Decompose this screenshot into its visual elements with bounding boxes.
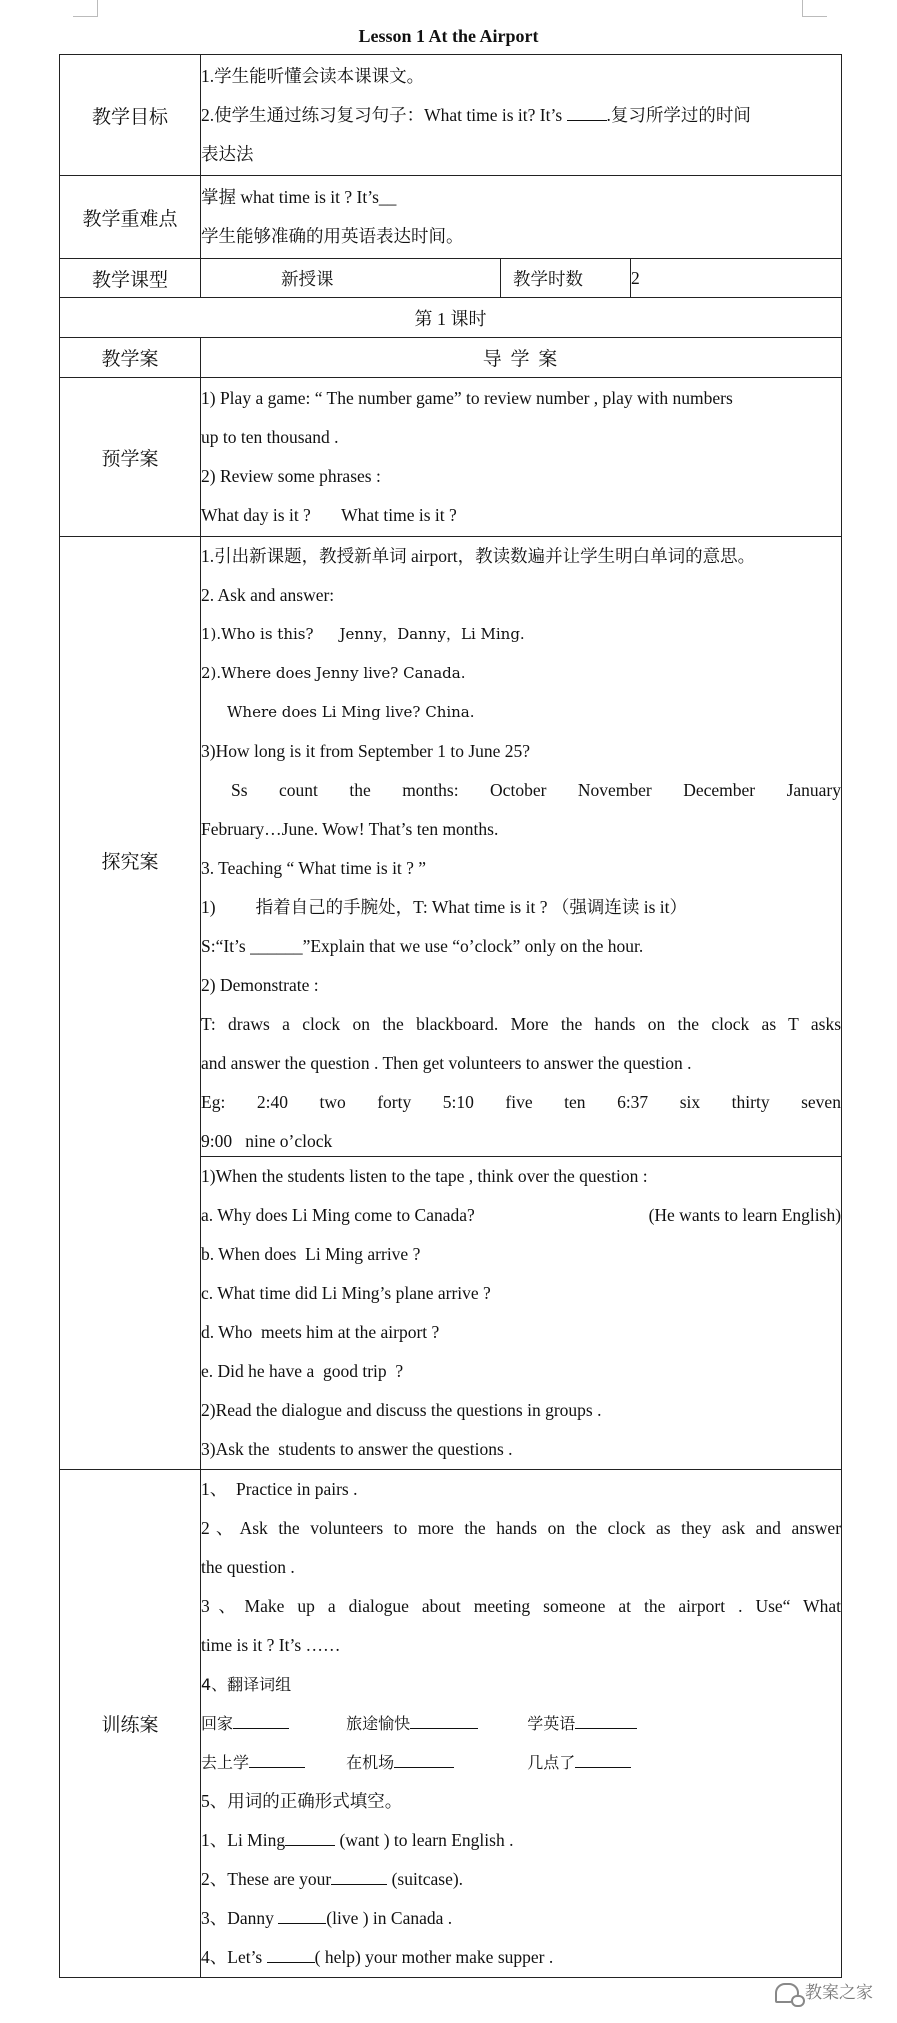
explore-a-who: Jenny，Danny，Li Ming. <box>339 625 525 643</box>
objective-line-2-tail: .复习所学过的时间 <box>606 104 751 125</box>
practice-line-5: time is it ? It’s …… <box>201 1635 341 1655</box>
question-c: c. What time did Li Ming’s plane arrive ? <box>201 1283 491 1303</box>
explore-line-15 <box>201 1083 841 1122</box>
phrase-go-home <box>201 1704 341 1743</box>
fill-text: ( help) your mother make supper . <box>314 1947 554 1967</box>
explore-line-12: 2) Demonstrate : <box>201 975 319 995</box>
lesson-title: Lesson 1 At the Airport <box>358 26 539 46</box>
practice-label: 训练案 <box>60 1470 201 1978</box>
phrase-nice-trip <box>346 1704 522 1743</box>
listening-question-intro: 1)When the students listen to the tape , think over the question : <box>201 1166 648 1186</box>
phrase-what-time <box>527 1743 631 1782</box>
explore-line-14: and answer the question . Then get volunteers to answer the question . <box>201 1053 692 1073</box>
practice-content <box>201 1470 842 1978</box>
word: seven <box>801 1092 841 1112</box>
lesson-type-label: 教学课型 <box>60 259 201 298</box>
explore-line-4: 2).Where does Jenny live? Canada. <box>201 664 466 682</box>
explore-line-3 <box>201 615 841 654</box>
objective-line-2-text: 2.使学生通过练习复习句子：What time is it? It’s <box>201 104 563 125</box>
word: 2:40 <box>256 1092 288 1112</box>
preview-content <box>201 378 842 537</box>
explore-line-13: T: draws a clock on the blackboard. More the hands on the clock as T asks <box>201 1014 842 1034</box>
preview-label: 预学案 <box>60 378 201 537</box>
phrase-text: 去上学 <box>201 1753 250 1772</box>
answer-blank[interactable] <box>575 1706 637 1729</box>
session-row <box>60 298 842 338</box>
explore-content-part-2 <box>201 1157 842 1470</box>
fill-text: (suitcase). <box>387 1869 464 1889</box>
group-discussion-line: 2)Read the dialogue and discuss the questions in groups . <box>201 1400 602 1420</box>
objectives-content <box>201 55 842 176</box>
objective-line-2 <box>201 96 841 135</box>
plan-header-row <box>60 338 842 378</box>
question-a-text: a. Why does Li Ming come to Canada? <box>201 1205 475 1225</box>
fill-text: 4、Let’s <box>201 1947 263 1967</box>
word: 5:10 <box>442 1092 474 1112</box>
question-e: e. Did he have a good trip ? <box>201 1361 404 1381</box>
preview-line-4: What day is it ? What time is it ? <box>201 505 457 525</box>
word: 6:37 <box>617 1092 649 1112</box>
crop-mark-top-left <box>73 0 98 17</box>
phrase-text: 在机场 <box>346 1753 395 1772</box>
word: October <box>490 780 547 800</box>
preview-line-1: 1) Play a game: “ The number game” to review number , play with numbers <box>201 388 733 408</box>
word: ten <box>564 1092 586 1112</box>
answer-blank[interactable] <box>575 1745 631 1768</box>
answer-blank[interactable] <box>267 1940 315 1963</box>
explore-line-8: February…June. Wow! That’s ten months. <box>201 819 499 839</box>
phrase-at-airport <box>346 1743 522 1782</box>
objectives-row <box>60 55 842 176</box>
word: forty <box>377 1092 412 1112</box>
lesson-type-value: 新授课 <box>201 259 501 298</box>
translate-phrases-heading: 4、翻译词组 <box>201 1675 292 1694</box>
word: five <box>505 1092 533 1112</box>
fill-in-4 <box>201 1938 841 1977</box>
fill-text: (live ) in Canada . <box>326 1908 453 1928</box>
answer-blank[interactable] <box>233 1706 289 1729</box>
explore-line-16: 9:00 nine o’clock <box>201 1131 333 1151</box>
explore-row-continued <box>60 1157 842 1470</box>
lesson-plan-table <box>59 54 842 1978</box>
word: six <box>679 1092 701 1112</box>
step-text: 指着自己的手腕处，T: What time is it ? （强调连读 is it） <box>255 897 688 917</box>
word: months: <box>402 780 459 800</box>
phrase-text: 学英语 <box>527 1714 576 1733</box>
explore-row <box>60 537 842 1157</box>
word: two <box>319 1092 346 1112</box>
difficulty-line-2: 学生能够准确的用英语表达时间。 <box>201 226 464 246</box>
word: November <box>577 780 652 800</box>
objectives-label: 教学目标 <box>60 55 201 176</box>
phrase-learn-english <box>527 1704 637 1743</box>
word: the <box>349 780 371 800</box>
answer-blank[interactable] <box>394 1745 454 1768</box>
explore-content-part-1 <box>201 537 842 1157</box>
phrase-go-to-school <box>201 1743 341 1782</box>
practice-line-1: 1、 Practice in pairs . <box>201 1479 358 1499</box>
difficulties-content <box>201 176 842 259</box>
preview-row <box>60 378 842 537</box>
answer-blank[interactable] <box>249 1745 305 1768</box>
fill-in-heading: 5、用词的正确形式填空。 <box>201 1791 403 1811</box>
explore-line-11: S:“It’s ______”Explain that we use “o’clock” only on the hour. <box>201 936 644 956</box>
fill-in-1 <box>201 1821 841 1860</box>
lesson-hours-label: 教学时数 <box>501 259 631 298</box>
phrases-row-1 <box>201 1704 841 1743</box>
explore-line-9: 3. Teaching “ What time is it ? ” <box>201 858 427 878</box>
word: January <box>786 780 841 800</box>
practice-line-3: the question . <box>201 1557 295 1577</box>
guide-plan-header: 导 学 案 <box>201 338 842 378</box>
answer-blank[interactable] <box>278 1901 326 1924</box>
word: Eg: <box>201 1092 226 1112</box>
watermark-text: 教案之家 <box>805 1983 873 2003</box>
fill-text: 1、Li Ming <box>201 1830 286 1850</box>
question-d: d. Who meets him at the airport ? <box>201 1322 440 1342</box>
word: Ss <box>231 780 248 800</box>
practice-line-2: 2、Ask the volunteers to more the hands on the clock as they ask and answer <box>201 1518 842 1538</box>
phrases-row-2 <box>201 1743 841 1782</box>
practice-line-4: 3、Make up a dialogue about meeting someone at the airport . Use“ What <box>201 1596 842 1616</box>
word: thirty <box>731 1092 770 1112</box>
question-b: b. When does Li Ming arrive ? <box>201 1244 421 1264</box>
explore-q-who: 1).Who is this? <box>201 625 314 643</box>
watermark <box>775 1978 873 2003</box>
difficulty-line-1: 掌握 what time is it ? It’s__ <box>201 187 397 207</box>
fill-text: 2、These are your <box>201 1869 332 1889</box>
difficulties-label: 教学重难点 <box>60 176 201 259</box>
answer-blank[interactable] <box>285 1823 335 1846</box>
explore-line-7 <box>201 771 841 810</box>
explore-line-5: Where does Li Ming live? China. <box>227 703 475 721</box>
difficulties-row <box>60 176 842 259</box>
question-a-answer: (He wants to learn English) <box>648 1205 842 1225</box>
fill-in-3 <box>201 1899 841 1938</box>
explore-label: 探究案 <box>60 537 201 1157</box>
explore-label-continued <box>60 1157 201 1470</box>
practice-row <box>60 1470 842 1978</box>
lesson-hours-value: 2 <box>631 259 842 298</box>
word: count <box>279 780 318 800</box>
step-number: 1) <box>201 897 216 917</box>
fill-in-2 <box>201 1860 841 1899</box>
phrase-text: 回家 <box>201 1714 234 1733</box>
info-row <box>60 259 842 298</box>
phrase-text: 旅途愉快 <box>346 1714 411 1733</box>
objective-line-1: 1.学生能听懂会读本课课文。 <box>201 65 425 86</box>
explore-line-6: 3)How long is it from September 1 to June 25? <box>201 741 531 761</box>
wechat-icon <box>775 1983 799 2003</box>
session-label: 第 1 课时 <box>60 298 842 338</box>
answer-blank[interactable] <box>331 1862 387 1885</box>
teaching-plan-header: 教学案 <box>60 338 201 378</box>
explore-line-1: 1.引出新课题，教授新单词 airport，教读数遍并让学生明白单词的意思。 <box>201 546 756 566</box>
preview-line-2: up to ten thousand . <box>201 427 339 447</box>
objective-line-3: 表达法 <box>201 143 254 164</box>
explore-line-10 <box>201 888 841 927</box>
crop-mark-top-right <box>802 0 827 17</box>
fill-text: (want ) to learn English . <box>335 1830 514 1850</box>
word: December <box>683 780 756 800</box>
objective-blank <box>567 98 607 121</box>
answer-questions-line: 3)Ask the students to answer the questions . <box>201 1439 513 1459</box>
answer-blank[interactable] <box>410 1706 478 1729</box>
phrase-text: 几点了 <box>527 1753 576 1772</box>
preview-line-3: 2) Review some phrases : <box>201 466 381 486</box>
question-a <box>201 1196 841 1235</box>
fill-text: 3、Danny <box>201 1908 274 1928</box>
explore-line-2: 2. Ask and answer: <box>201 585 335 605</box>
